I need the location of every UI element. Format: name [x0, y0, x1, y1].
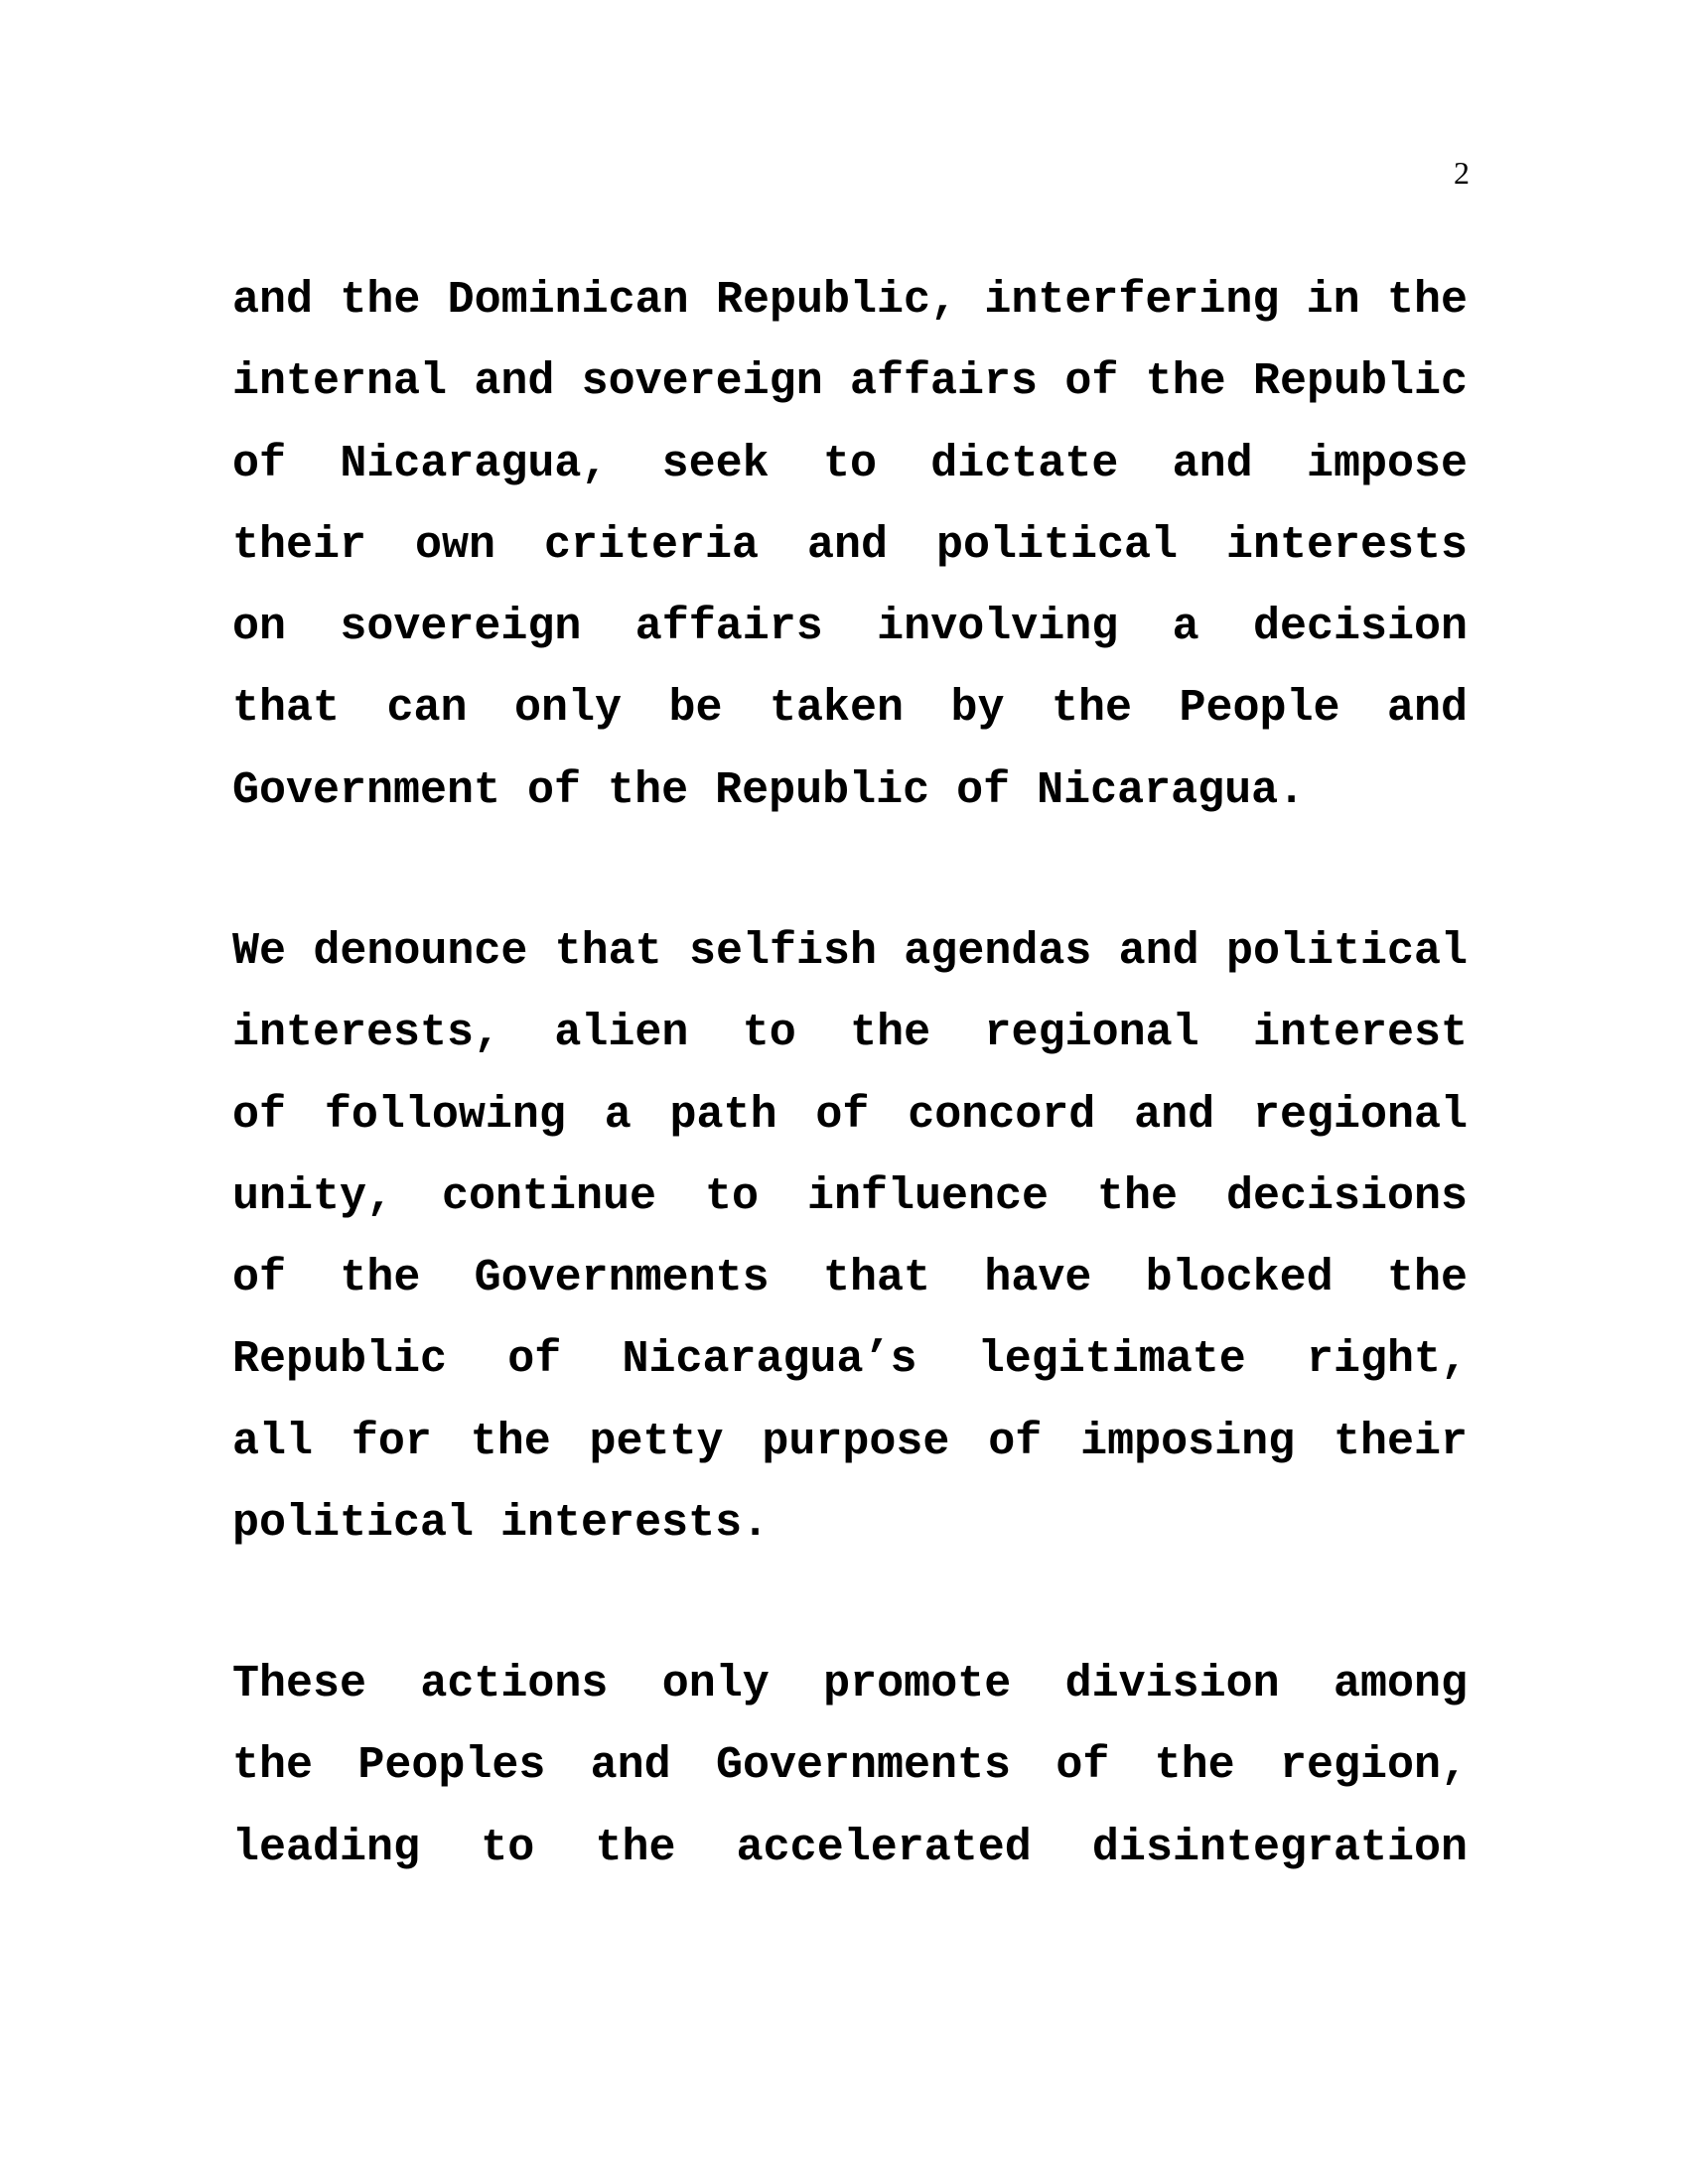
paragraph-line: of following a path of concord and regional — [232, 1089, 1468, 1141]
paragraph-line: Government of the Republic of Nicaragua. — [232, 764, 1306, 816]
paragraph-line: on sovereign affairs involving a decision — [232, 602, 1468, 653]
paragraph-line: leading to the accelerated disintegration — [232, 1822, 1468, 1873]
paragraph-1 — [232, 260, 1468, 832]
paragraph-line: of Nicaragua, seek to dictate and impose — [232, 438, 1468, 489]
paragraph-line: all for the petty purpose of imposing their — [232, 1416, 1468, 1467]
paragraph-3 — [232, 1644, 1468, 1889]
paragraph-line: interests, alien to the regional interest — [232, 1008, 1468, 1059]
paragraph-line: We denounce that selfish agendas and political — [232, 926, 1468, 977]
page-number: 2 — [1454, 155, 1470, 191]
paragraph-2 — [232, 911, 1468, 1565]
paragraph-line: of the Governments that have blocked the — [232, 1253, 1468, 1304]
paragraph-line: that can only be taken by the People and — [232, 683, 1468, 735]
paragraph-line: unity, continue to influence the decisions — [232, 1170, 1468, 1222]
paragraph-line: These actions only promote division among — [232, 1659, 1468, 1709]
paragraph-line: Republic of Nicaragua’s legitimate right, — [232, 1334, 1468, 1386]
paragraph-line: the Peoples and Governments of the region, — [232, 1740, 1468, 1792]
paragraph-line: and the Dominican Republic, interfering in the — [232, 275, 1468, 326]
paragraph-line: political interests. — [232, 1498, 770, 1550]
paragraph-line: internal and sovereign affairs of the Republic — [232, 356, 1468, 408]
paragraph-line: their own criteria and political interests — [232, 519, 1468, 571]
